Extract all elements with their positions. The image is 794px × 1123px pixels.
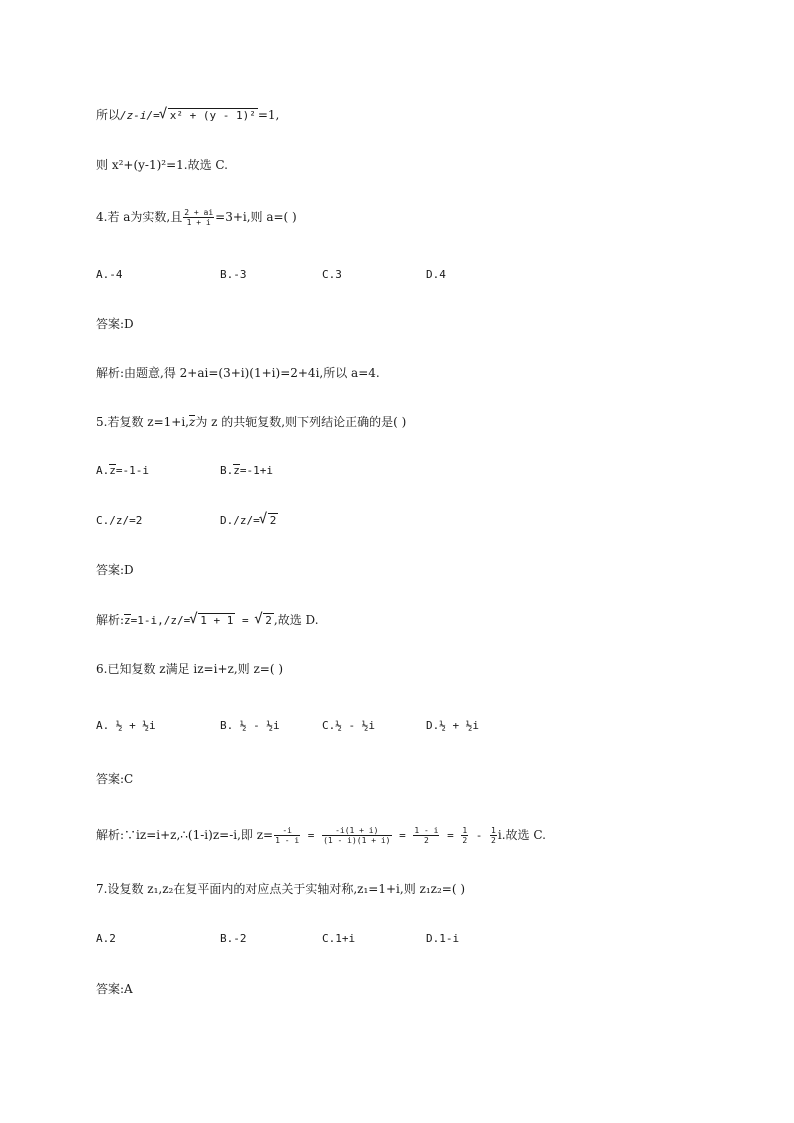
q4-fraction-num: 2 + ai <box>184 208 214 217</box>
q4-fraction <box>183 208 214 227</box>
q6-f1-den: 1 - i <box>275 836 300 845</box>
question-4 <box>96 208 297 227</box>
q5-prefix: 5.若复数 z=1+i, <box>96 415 189 429</box>
q5-option-a-prefix: A. <box>96 464 110 477</box>
q5-zbar: z <box>188 415 196 429</box>
q7-option-c: C.1+i <box>322 932 356 945</box>
q6-fraction-3 <box>413 826 439 845</box>
q5-option-b-zbar: z <box>233 464 240 477</box>
q6-f5-den: 2 <box>491 836 496 845</box>
q7-option-d: D.1-i <box>426 932 460 945</box>
question-5 <box>96 413 406 431</box>
q4-answer: 答案:D <box>96 317 134 331</box>
question-6: 6.已知复数 z满足 iz=i+z,则 z=( ) <box>96 662 284 676</box>
text-suffix: =1, <box>257 108 280 122</box>
q6-f5-num: 1 <box>491 826 496 835</box>
q6-explain-prefix: 解析:∵iz=i+z,∴(1-i)z=-i,即 z= <box>96 828 274 842</box>
q5-option-a-zbar: z <box>109 464 116 477</box>
q5-explain-prefix: 解析: <box>96 613 125 627</box>
q6-fraction-1 <box>274 826 300 845</box>
text-abs: /z-i/= <box>120 109 160 122</box>
q6-option-d: D.½ + ½i <box>426 719 479 732</box>
q5-explain-sqrt2 <box>255 612 274 630</box>
q5-option-b-value: =-1+i <box>239 464 273 477</box>
q4-prefix: 4.若 a为实数,且 <box>96 210 183 224</box>
q5-option-d-prefix: D./z/= <box>220 514 260 527</box>
q5-option-a-value: =-1-i <box>115 464 149 477</box>
q5-answer: 答案:D <box>96 563 134 577</box>
q6-explain-suffix: i.故选 C. <box>497 828 546 842</box>
q7-option-a: A.2 <box>96 932 116 945</box>
q5-explain-mid: =1-i,/z/= <box>130 614 191 627</box>
q4-explanation: 解析:由题意,得 2+ai=(3+i)(1+i)=2+4i,所以 a=4. <box>96 366 380 380</box>
q4-option-a: A.-4 <box>96 268 123 281</box>
q6-fraction-4 <box>461 826 468 845</box>
q5-option-d-radicand: 2 <box>269 514 277 527</box>
q6-f4-num: 1 <box>462 826 468 835</box>
q5-explain-sqrt <box>190 612 235 630</box>
q5-explain-radicand: 1 + 1 <box>200 614 234 627</box>
q7-answer: 答案:A <box>96 982 133 996</box>
q6-option-a: A. ½ + ½i <box>96 719 156 732</box>
q5-explanation <box>96 611 319 630</box>
q6-f1-num: -i <box>274 826 300 836</box>
q7-option-b: B.-2 <box>220 932 247 945</box>
q5-option-b <box>220 462 273 480</box>
q5-option-d-sqrt <box>260 512 279 530</box>
q6-f3-num: 1 - i <box>414 826 439 835</box>
text-prefix: 所以 <box>96 108 121 122</box>
q4-option-c: C.3 <box>322 268 342 281</box>
q6-f2-den: (1 - i)(1 + i) <box>323 836 391 845</box>
question-7: 7.设复数 z₁,z₂在复平面内的对应点关于实轴对称,z₁=1+i,则 z₁z₂=( ) <box>96 882 466 896</box>
q4-fraction-den: 1 + i <box>186 218 211 227</box>
solution-line-conclusion: 则 x²+(y-1)²=1.故选 C. <box>96 158 228 172</box>
q6-fraction-2 <box>322 826 391 845</box>
q5-option-c: C./z/=2 <box>96 514 143 527</box>
sqrt-radicand: x² + (y - 1)² <box>169 109 256 122</box>
q5-explain-zbar: z <box>124 614 131 627</box>
q5-option-a <box>96 462 149 480</box>
q5-option-b-prefix: B. <box>220 464 234 477</box>
q6-f3-den: 2 <box>424 836 429 845</box>
q5-suffix: 为 z 的共轭复数,则下列结论正确的是( ) <box>195 415 407 429</box>
q5-explain-radicand2: 2 <box>265 614 272 627</box>
solution-line-abs <box>96 106 279 125</box>
q6-explanation: 解析:∵iz=i+z,∴(1-i)z=-i,即 z= $\frac{-i}{1 - i}$ = $\frac{-i(1 + i)}{(1 - i)(1 + i)}$ = $\frac{1 - i}{2}$ = $\frac{1}{2}$ - $\frac{1}{2}$ i.故选 C. <box>96 826 546 845</box>
q4-suffix: =3+i,则 a=( ) <box>215 210 297 224</box>
q6-answer: 答案:C <box>96 772 134 786</box>
q6-f4-den: 2 <box>462 836 468 845</box>
q5-option-d <box>220 512 278 530</box>
q5-explain-eq: = <box>235 614 256 627</box>
q6-option-c: C.½ - ½i <box>322 719 375 732</box>
sqrt-expression <box>160 107 258 125</box>
q4-option-b: B.-3 <box>220 268 247 281</box>
q6-option-b: B. ½ - ½i <box>220 719 280 732</box>
q5-explain-suffix: ,故选 D. <box>273 613 319 627</box>
q6-fraction-5 <box>490 826 497 845</box>
q6-f2-num: -i(1 + i) <box>322 826 391 836</box>
q4-option-d: D.4 <box>426 268 446 281</box>
